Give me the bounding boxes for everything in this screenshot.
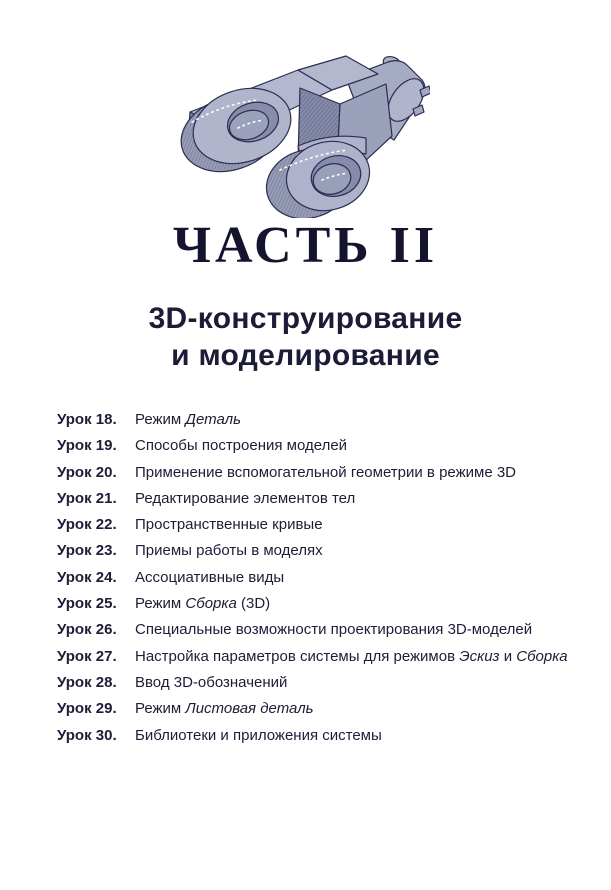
lesson-title-italic-segment: Деталь bbox=[185, 411, 242, 428]
lesson-title-segment: (3D) bbox=[236, 595, 271, 613]
lesson-title-italic-segment: Сборка bbox=[185, 595, 237, 613]
lesson-title bbox=[135, 412, 241, 427]
lesson-title-italic-segment: Листовая деталь bbox=[185, 700, 314, 718]
3d-cad-part-model-image bbox=[150, 48, 430, 218]
lesson-title-segment: Настройка параметров системы для режимов bbox=[135, 647, 460, 665]
lesson-number: Урок 24. bbox=[57, 568, 117, 586]
lesson-title-italic-segment: Сборка bbox=[516, 647, 568, 665]
lesson-title-segment: Режим bbox=[135, 700, 186, 718]
lesson-title bbox=[135, 491, 355, 506]
lesson-title-segment: Пространственные кривые bbox=[135, 516, 323, 534]
lesson-row bbox=[57, 412, 611, 427]
lesson-number: Урок 29. bbox=[57, 700, 117, 718]
lesson-row bbox=[57, 701, 611, 716]
3d-part-figure bbox=[150, 48, 430, 218]
lesson-title-segment: Специальные возможности проектирования 3D-моделей bbox=[135, 621, 533, 639]
lesson-title-segment: Способы построения моделей bbox=[135, 437, 348, 455]
lesson-title bbox=[135, 570, 284, 585]
lesson-title bbox=[135, 438, 347, 453]
lesson-number: Урок 18. bbox=[57, 411, 117, 428]
lesson-title-segment: Библиотеки и приложения системы bbox=[135, 726, 382, 744]
lesson-number: Урок 30. bbox=[57, 726, 117, 744]
lesson-number: Урок 25. bbox=[57, 595, 117, 613]
lesson-row bbox=[57, 728, 611, 743]
lesson-title bbox=[135, 517, 323, 532]
lesson-row bbox=[57, 649, 611, 664]
lesson-number: Урок 20. bbox=[57, 463, 117, 481]
lesson-title-segment: Ввод 3D-обозначений bbox=[135, 673, 288, 691]
lesson-title bbox=[135, 728, 382, 743]
lesson-number: Урок 22. bbox=[57, 516, 117, 534]
lesson-row bbox=[57, 622, 611, 637]
section-title-line1: 3D-конструирование bbox=[148, 302, 463, 335]
lesson-title-segment: Режим bbox=[135, 411, 186, 428]
lesson-row bbox=[57, 438, 611, 453]
lesson-title bbox=[135, 649, 568, 664]
lesson-title bbox=[135, 596, 270, 611]
lesson-title-segment: Применение вспомогательной геометрии в режиме 3D bbox=[135, 463, 516, 481]
lesson-number: Урок 23. bbox=[57, 542, 117, 560]
lesson-number: Урок 26. bbox=[57, 621, 117, 639]
lesson-title-italic-segment: Эскиз bbox=[459, 647, 500, 665]
lesson-title-segment: и bbox=[499, 647, 517, 665]
part-heading: ЧАСТЬ II bbox=[172, 217, 439, 274]
lesson-list bbox=[57, 412, 611, 743]
lesson-number: Урок 21. bbox=[57, 489, 117, 507]
lesson-title bbox=[135, 701, 314, 716]
section-title bbox=[0, 300, 611, 374]
lesson-title bbox=[135, 622, 532, 637]
lesson-title-segment: Ассоциативные виды bbox=[135, 568, 285, 586]
lesson-title bbox=[135, 543, 323, 558]
lesson-row bbox=[57, 543, 611, 558]
lesson-row bbox=[57, 491, 611, 506]
lesson-row bbox=[57, 570, 611, 585]
lesson-number: Урок 28. bbox=[57, 673, 117, 691]
lesson-title-segment: Приемы работы в моделях bbox=[135, 542, 323, 560]
lesson-row bbox=[57, 517, 611, 532]
lesson-title bbox=[135, 675, 287, 690]
lesson-title-segment: Режим bbox=[135, 595, 186, 613]
lesson-number: Урок 19. bbox=[57, 437, 117, 455]
lesson-title-segment: Редактирование элементов тел bbox=[135, 489, 356, 507]
lesson-row bbox=[57, 465, 611, 480]
lesson-number: Урок 27. bbox=[57, 647, 117, 665]
lesson-title bbox=[135, 465, 516, 480]
lesson-row bbox=[57, 596, 611, 611]
lesson-row bbox=[57, 675, 611, 690]
section-title-line2: и моделирование bbox=[171, 339, 440, 372]
